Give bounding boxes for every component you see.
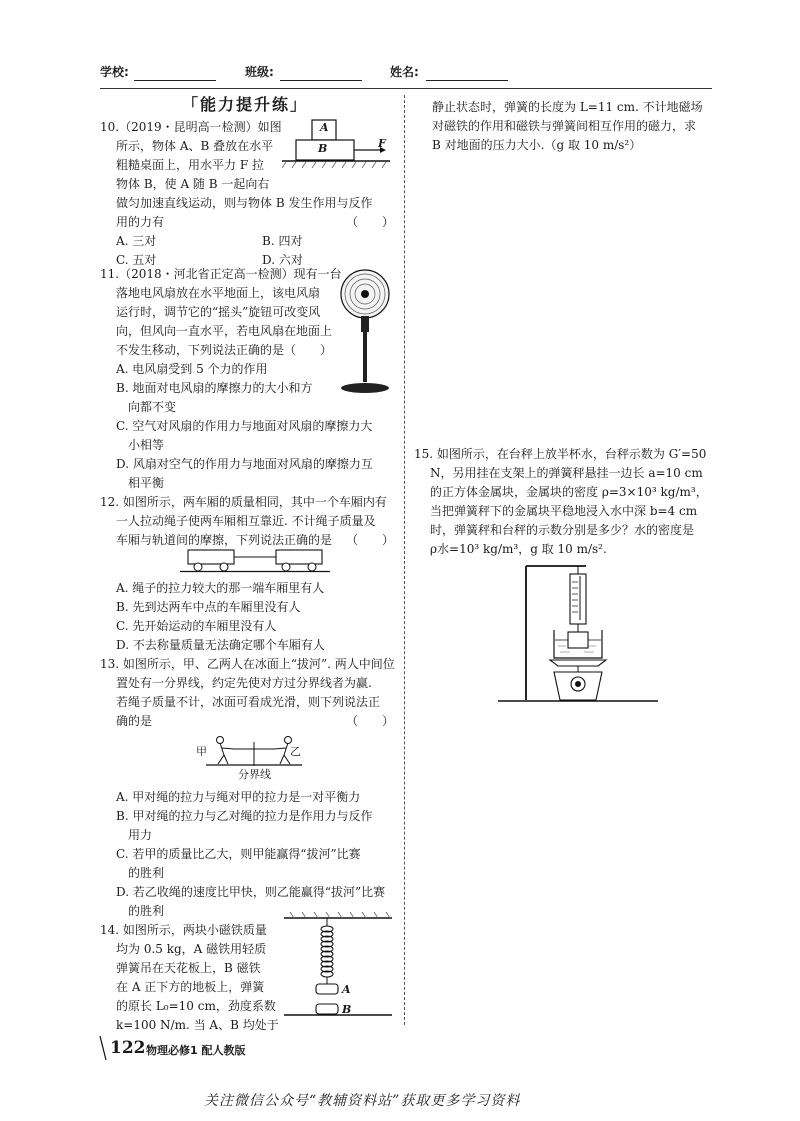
q13-line: 若绳子质量不计，冰面可看成光滑，则下列说法正 — [116, 695, 381, 709]
q11-option-b-cont: 向都不变 — [116, 400, 177, 414]
q10-line: 做匀加速直线运动，则与物体 B 发生作用与反作 — [116, 196, 373, 210]
q13-option-b-cont: 用力 — [116, 828, 153, 842]
magnet-b — [316, 1004, 338, 1014]
q11-option-c: C. 空气对风扇的作用力与地面对风扇的摩擦力大 — [116, 419, 373, 433]
q15-line: 15. 如图所示，在台秤上放半杯水，台秤示数为 G′=50 — [414, 447, 707, 461]
scale-pan — [550, 660, 606, 666]
q15-line: N，另用挂在支架上的弹簧秤悬挂一边长 a=10 cm — [430, 466, 703, 480]
fan-pole — [363, 332, 367, 382]
magnet-a — [316, 984, 338, 994]
q13-option-c: C. 若甲的质量比乙大，则甲能赢得“拔河”比赛 — [116, 847, 361, 861]
label-a: A — [320, 121, 329, 134]
column-divider — [404, 95, 405, 1025]
fan-base — [341, 383, 389, 393]
label-jia: 甲 — [196, 745, 207, 758]
q13-option-c-cont: 的胜利 — [116, 866, 165, 880]
label-magnet-a: A — [342, 983, 351, 996]
q11-line: 运行时，调节它的“摇头”旋钮可改变风 — [116, 305, 321, 319]
q13-option-d-cont: 的胜利 — [116, 904, 165, 918]
q11-option-d-cont: 相平衡 — [116, 476, 165, 490]
page-corner-mark — [98, 1034, 108, 1062]
name-label: 姓名: — [390, 65, 419, 79]
fan-hub — [361, 290, 369, 298]
q15-line: 时，弹簧秤和台秤的示数分别是多少？水的密度是 — [430, 523, 695, 537]
cart-left — [188, 550, 234, 564]
cart-right — [276, 550, 322, 564]
q11-line: 11.（2018・河北省正定高一检测）现有一台 — [100, 267, 342, 281]
metal-block — [568, 632, 588, 648]
q15-line: 的正方体金属块，金属块的密度 ρ=3×10³ kg/m³， — [430, 485, 708, 499]
answer-bracket: （ ） — [346, 215, 395, 229]
q12-option-b: B. 先到达两车中点的车厢里没有人 — [116, 600, 301, 614]
q12-option-c: C. 先开始运动的车厢里没有人 — [116, 619, 277, 633]
q10-line: 粗糙桌面上，用水平力 F 拉 — [116, 158, 264, 172]
q11-line: 落地电风扇放在水平地面上，该电风扇 — [116, 286, 321, 300]
ground-hatch — [282, 162, 386, 168]
section-title: 「能力提升练」 — [182, 95, 309, 114]
q14-cont-line: 静止状态时，弹簧的长度为 L=11 cm. 不计地磁场 — [432, 100, 703, 114]
q13-option-d: D. 若乙收绳的速度比甲快，则乙能赢得“拔河”比赛 — [116, 885, 386, 899]
page-number: 122 — [110, 1038, 146, 1058]
label-magnet-b: B — [342, 1003, 352, 1016]
q15-line: ρ水=10³ kg/m³，g 取 10 m/s². — [430, 542, 607, 556]
q11-option-c-cont: 小相等 — [116, 438, 165, 452]
q12-option-a: A. 绳子的拉力较大的那一端车厢里有人 — [116, 581, 325, 595]
q14-line: 均为 0.5 kg，A 磁铁用轻质 — [116, 942, 267, 956]
q13-option-a: A. 甲对绳的拉力与绳对甲的拉力是一对平衡力 — [116, 790, 361, 804]
watermark-note: 关注微信公众号“教辅资料站”获取更多学习资料 — [204, 1093, 521, 1109]
scale-figure — [498, 560, 658, 706]
q14-line: 在 A 正下方的地板上，弹簧 — [116, 980, 265, 994]
fan-motor — [361, 316, 369, 332]
carts-figure — [180, 544, 330, 576]
blocks-figure — [282, 114, 392, 176]
q14-cont-line: B 对地面的压力大小.（g 取 10 m/s²） — [432, 138, 642, 152]
q10-option-c: C. 五对 — [116, 253, 157, 267]
q12-line: 12. 如图所示，两车厢的质量相同，其中一个车厢内有 — [100, 495, 387, 509]
q13-line: 确的是 — [116, 714, 153, 728]
q11-option-b: B. 地面对电风扇的摩擦力的大小和方 — [116, 381, 313, 395]
q14-cont-line: 对磁铁的作用和磁铁与弹簧间相互作用的磁力，求 — [432, 119, 697, 133]
q10-option-b: B. 四对 — [262, 234, 303, 248]
q11-line: 不发生移动，下列说法正确的是（ ） — [116, 343, 333, 357]
scale-dial — [575, 681, 581, 687]
q10-line: 物体 B，使 A 随 B 一起向右 — [116, 177, 270, 191]
q10-line: 所示，物体 A、B 叠放在水平 — [116, 139, 274, 153]
q10-line: 10.（2019・昆明高一检测）如图 — [100, 120, 282, 134]
q14-line: 弹簧吊在天花板上，B 磁铁 — [116, 961, 261, 975]
name-field — [426, 80, 508, 81]
q14-line: 的原长 L₀=10 cm，劲度系数 — [116, 999, 276, 1013]
q12-line: 车厢与轨道间的摩擦，下列说法正确的是 — [116, 533, 333, 547]
q15-line: 当把弹簧秤下的金属块平稳地浸入水中深 b=4 cm — [430, 504, 698, 518]
q10-option-a: A. 三对 — [116, 234, 157, 248]
q11-option-a: A. 电风扇受到 5 个力的作用 — [116, 362, 268, 376]
answer-bracket: （ ） — [346, 533, 395, 547]
q12-option-d: D. 不去称量质量无法确定哪个车厢有人 — [116, 638, 325, 652]
answer-bracket: （ ） — [346, 714, 395, 728]
q13-line: 13. 如图所示，甲、乙两人在冰面上“拔河”. 两人中间位 — [100, 657, 395, 671]
q13-option-b: B. 甲对绳的拉力与乙对绳的拉力是作用力与反作 — [116, 809, 373, 823]
school-label: 学校: — [100, 65, 129, 79]
header-rule — [100, 88, 712, 89]
q14-line: 14. 如图所示，两块小磁铁质量 — [100, 923, 267, 937]
q12-line: 一人拉动绳子使两车厢相互靠近. 不计绳子质量及 — [116, 514, 376, 528]
book-title: 物理必修1 配人教版 — [146, 1044, 246, 1057]
spring-balance — [570, 574, 586, 624]
q11-line: 向，但风向一直水平，若电风扇在地面上 — [116, 324, 333, 338]
label-yi: 乙 — [290, 745, 301, 758]
class-field — [280, 80, 362, 81]
school-field — [134, 80, 216, 81]
fan-figure — [334, 268, 396, 398]
label-b: B — [318, 142, 328, 155]
q11-option-d: D. 风扇对空气的作用力与地面对风扇的摩擦力互 — [116, 457, 373, 471]
q10-option-d: D. 六对 — [262, 253, 303, 267]
q14-line: k=100 N/m. 当 A、B 均处于 — [116, 1018, 279, 1032]
spring — [321, 918, 333, 984]
q13-line: 置处有一分界线，约定先使对方过分界线者为赢. — [116, 676, 372, 690]
label-boundary: 分界线 — [238, 768, 271, 781]
class-label: 班级: — [245, 65, 274, 79]
label-f: F — [378, 137, 386, 150]
q10-line: 用的力有 — [116, 215, 165, 229]
magnets-figure — [280, 912, 396, 1022]
